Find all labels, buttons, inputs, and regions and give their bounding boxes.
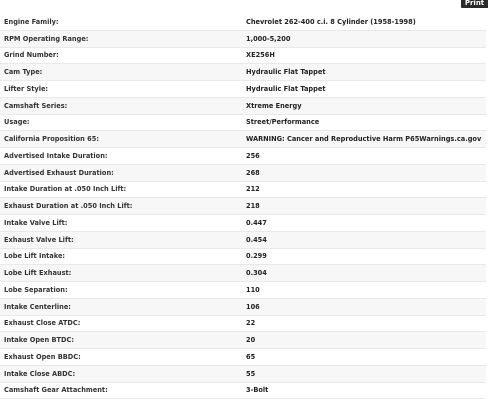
spec-label: Lobe Lift Exhaust: xyxy=(4,269,72,278)
spec-value: 0.454 xyxy=(246,235,267,244)
spec-row xyxy=(0,31,486,48)
spec-label: Cam Type: xyxy=(4,68,43,77)
spec-value: 1,000-5,200 xyxy=(246,34,291,43)
spec-label: Intake Valve Lift: xyxy=(4,218,68,227)
spec-row xyxy=(0,332,486,349)
spec-value: 268 xyxy=(246,168,260,177)
spec-row xyxy=(0,98,486,115)
spec-value: Hydraulic Flat Tappet xyxy=(246,84,326,93)
spec-row xyxy=(0,14,486,31)
spec-row xyxy=(0,316,486,333)
spec-row xyxy=(0,115,486,132)
spec-label: Advertised Exhaust Duration: xyxy=(4,168,114,177)
spec-row xyxy=(0,366,486,383)
spec-label: Lobe Lift Intake: xyxy=(4,252,66,261)
spec-row xyxy=(0,282,486,299)
spec-row xyxy=(0,64,486,81)
spec-label: Exhaust Close ATDC: xyxy=(4,319,81,328)
spec-label: Lobe Separation: xyxy=(4,285,68,294)
spec-label: Exhaust Open BBDC: xyxy=(4,352,81,361)
spec-row xyxy=(0,299,486,316)
spec-label: Advertised Intake Duration: xyxy=(4,151,108,160)
spec-label: RPM Operating Range: xyxy=(4,34,89,43)
spec-value: Hydraulic Flat Tappet xyxy=(246,68,326,77)
spec-row xyxy=(0,131,486,148)
spec-label: Intake Open BTDC: xyxy=(4,336,74,345)
spec-value: 212 xyxy=(246,185,260,194)
spec-row xyxy=(0,165,486,182)
spec-value: 20 xyxy=(246,336,256,345)
spec-value: 218 xyxy=(246,202,260,211)
spec-label: Usage: xyxy=(4,118,30,127)
spec-label: Camshaft Series: xyxy=(4,101,68,110)
spec-row xyxy=(0,81,486,98)
spec-row xyxy=(0,249,486,266)
spec-value: Street/Performance xyxy=(246,118,320,127)
spec-value: 3-Bolt xyxy=(246,386,269,395)
spec-label: Intake Duration at .050 Inch Lift: xyxy=(4,185,127,194)
spec-label: Camshaft Gear Attachment: xyxy=(4,386,108,395)
spec-row xyxy=(0,383,486,400)
spec-value: 55 xyxy=(246,369,256,378)
spec-value: 256 xyxy=(246,151,260,160)
spec-value: XE256H xyxy=(246,51,275,60)
spec-value: 65 xyxy=(246,352,256,361)
spec-value: 0.304 xyxy=(246,269,267,278)
spec-value: WARNING: Cancer and Reproductive Harm P65Warnings.ca.gov xyxy=(246,135,482,144)
spec-table xyxy=(0,14,486,399)
spec-row xyxy=(0,215,486,232)
spec-value: 0.299 xyxy=(246,252,267,261)
spec-label: Intake Close ABDC: xyxy=(4,369,76,378)
spec-label: Grind Number: xyxy=(4,51,59,60)
spec-row xyxy=(0,148,486,165)
spec-value: 110 xyxy=(246,285,260,294)
spec-row xyxy=(0,48,486,65)
spec-value: Chevrolet 262-400 c.i. 8 Cylinder (1958-1998) xyxy=(246,17,416,26)
spec-value: 106 xyxy=(246,302,260,311)
spec-label: Intake Centerline: xyxy=(4,302,71,311)
spec-value: 0.447 xyxy=(246,218,267,227)
spec-value: 22 xyxy=(246,319,256,328)
spec-value: Xtreme Energy xyxy=(246,101,302,110)
spec-row xyxy=(0,182,486,199)
print-button[interactable]: Print xyxy=(461,0,488,8)
spec-label: Exhaust Valve Lift: xyxy=(4,235,74,244)
spec-row xyxy=(0,198,486,215)
spec-row xyxy=(0,232,486,249)
spec-label: Lifter Style: xyxy=(4,84,49,93)
spec-label: Exhaust Duration at .050 Inch Lift: xyxy=(4,202,133,211)
spec-row xyxy=(0,265,486,282)
spec-row xyxy=(0,349,486,366)
spec-label: California Proposition 65: xyxy=(4,135,99,144)
spec-label: Engine Family: xyxy=(4,17,59,26)
